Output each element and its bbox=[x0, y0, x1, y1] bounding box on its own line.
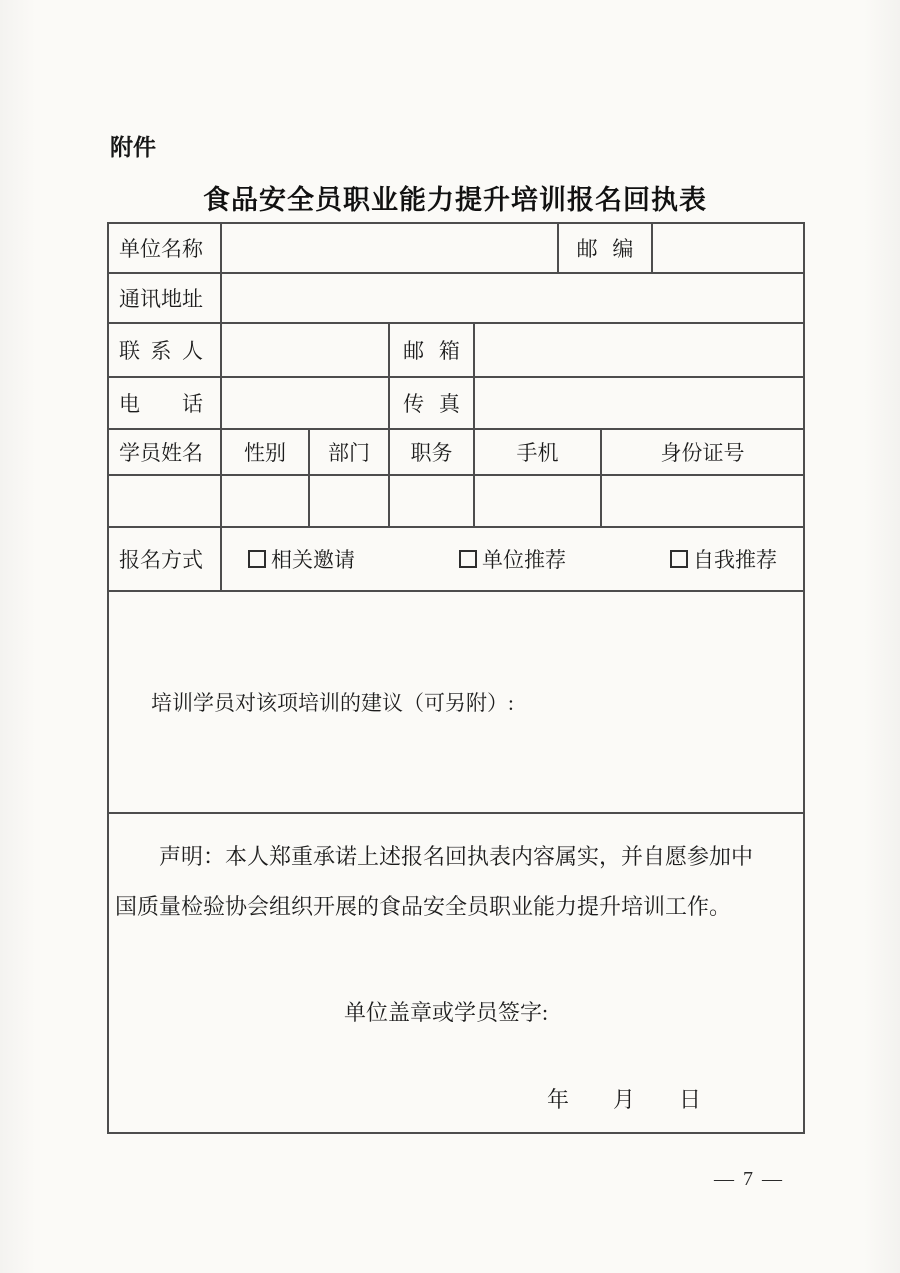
header-mobile: 手机 bbox=[474, 429, 601, 475]
student-empty-row bbox=[108, 475, 804, 527]
student-mobile-cell bbox=[474, 475, 601, 527]
unit-name-value-cell bbox=[221, 223, 558, 273]
phone-label: 电话 bbox=[119, 392, 203, 416]
student-department-cell bbox=[309, 475, 389, 527]
suggestion-row bbox=[108, 591, 804, 813]
declaration-row bbox=[108, 813, 804, 1133]
student-header-row bbox=[108, 429, 804, 475]
student-gender-cell bbox=[221, 475, 309, 527]
checkbox-icon bbox=[248, 550, 266, 568]
unit-name-row bbox=[108, 223, 804, 273]
option-self-recommend: 自我推荐 bbox=[670, 544, 777, 574]
fax-value-cell bbox=[474, 377, 804, 429]
option-unit-recommend: 单位推荐 bbox=[459, 544, 566, 574]
registration-options bbox=[222, 544, 803, 574]
email-label: 邮箱 bbox=[403, 339, 460, 363]
header-student-name: 学员姓名 bbox=[108, 429, 221, 475]
date-month-label: 月 bbox=[612, 1086, 635, 1112]
page-number: — 7 — bbox=[714, 1168, 784, 1190]
option-invitation: 相关邀请 bbox=[248, 544, 355, 574]
address-label-cell bbox=[108, 273, 221, 323]
date-line bbox=[109, 1083, 803, 1114]
contact-label: 联系人 bbox=[119, 339, 203, 363]
header-department: 部门 bbox=[309, 429, 389, 475]
unit-name-label-cell bbox=[108, 223, 221, 273]
suggestion-cell bbox=[108, 591, 804, 813]
date-day-label: 日 bbox=[678, 1086, 701, 1112]
checkbox-icon bbox=[670, 550, 688, 568]
address-row bbox=[108, 273, 804, 323]
unit-name-label: 单位名称 bbox=[119, 237, 203, 261]
date-year-label: 年 bbox=[546, 1086, 569, 1112]
contact-label-cell bbox=[108, 323, 221, 377]
registration-method-label-cell bbox=[108, 527, 221, 591]
registration-table bbox=[107, 222, 805, 1134]
contact-row bbox=[108, 323, 804, 377]
registration-options-cell bbox=[221, 527, 804, 591]
header-id-number: 身份证号 bbox=[601, 429, 804, 475]
checkbox-icon bbox=[459, 550, 477, 568]
contact-value-cell bbox=[221, 323, 389, 377]
address-label: 通讯地址 bbox=[119, 287, 203, 311]
email-value-cell bbox=[474, 323, 804, 377]
phone-label-cell bbox=[108, 377, 221, 429]
phone-row bbox=[108, 377, 804, 429]
fax-label: 传真 bbox=[403, 392, 460, 416]
fax-label-cell bbox=[389, 377, 474, 429]
postal-code-value-cell bbox=[652, 223, 804, 273]
phone-value-cell bbox=[221, 377, 389, 429]
postal-code-label: 邮编 bbox=[576, 237, 634, 261]
suggestion-label: 培训学员对该项培训的建议（可另附）: bbox=[151, 691, 514, 715]
header-position: 职务 bbox=[389, 429, 474, 475]
declaration-text: 声明：本人郑重承诺上述报名回执表内容属实，并自愿参加中国质量检验协会组织开展的食品安全员职业能力提升培训工作。 bbox=[115, 844, 754, 919]
postal-code-label-cell bbox=[558, 223, 652, 273]
attachment-label: 附件 bbox=[110, 134, 156, 160]
address-value-cell bbox=[221, 273, 804, 323]
student-name-cell bbox=[108, 475, 221, 527]
email-label-cell bbox=[389, 323, 474, 377]
form-title: 食品安全员职业能力提升培训报名回执表 bbox=[203, 185, 707, 215]
declaration-cell bbox=[108, 813, 804, 1133]
registration-method-row bbox=[108, 527, 804, 591]
signature-label: 单位盖章或学员签字: bbox=[343, 999, 549, 1025]
student-id-number-cell bbox=[601, 475, 804, 527]
student-position-cell bbox=[389, 475, 474, 527]
header-gender: 性别 bbox=[221, 429, 309, 475]
registration-method-label: 报名方式 bbox=[119, 548, 203, 572]
